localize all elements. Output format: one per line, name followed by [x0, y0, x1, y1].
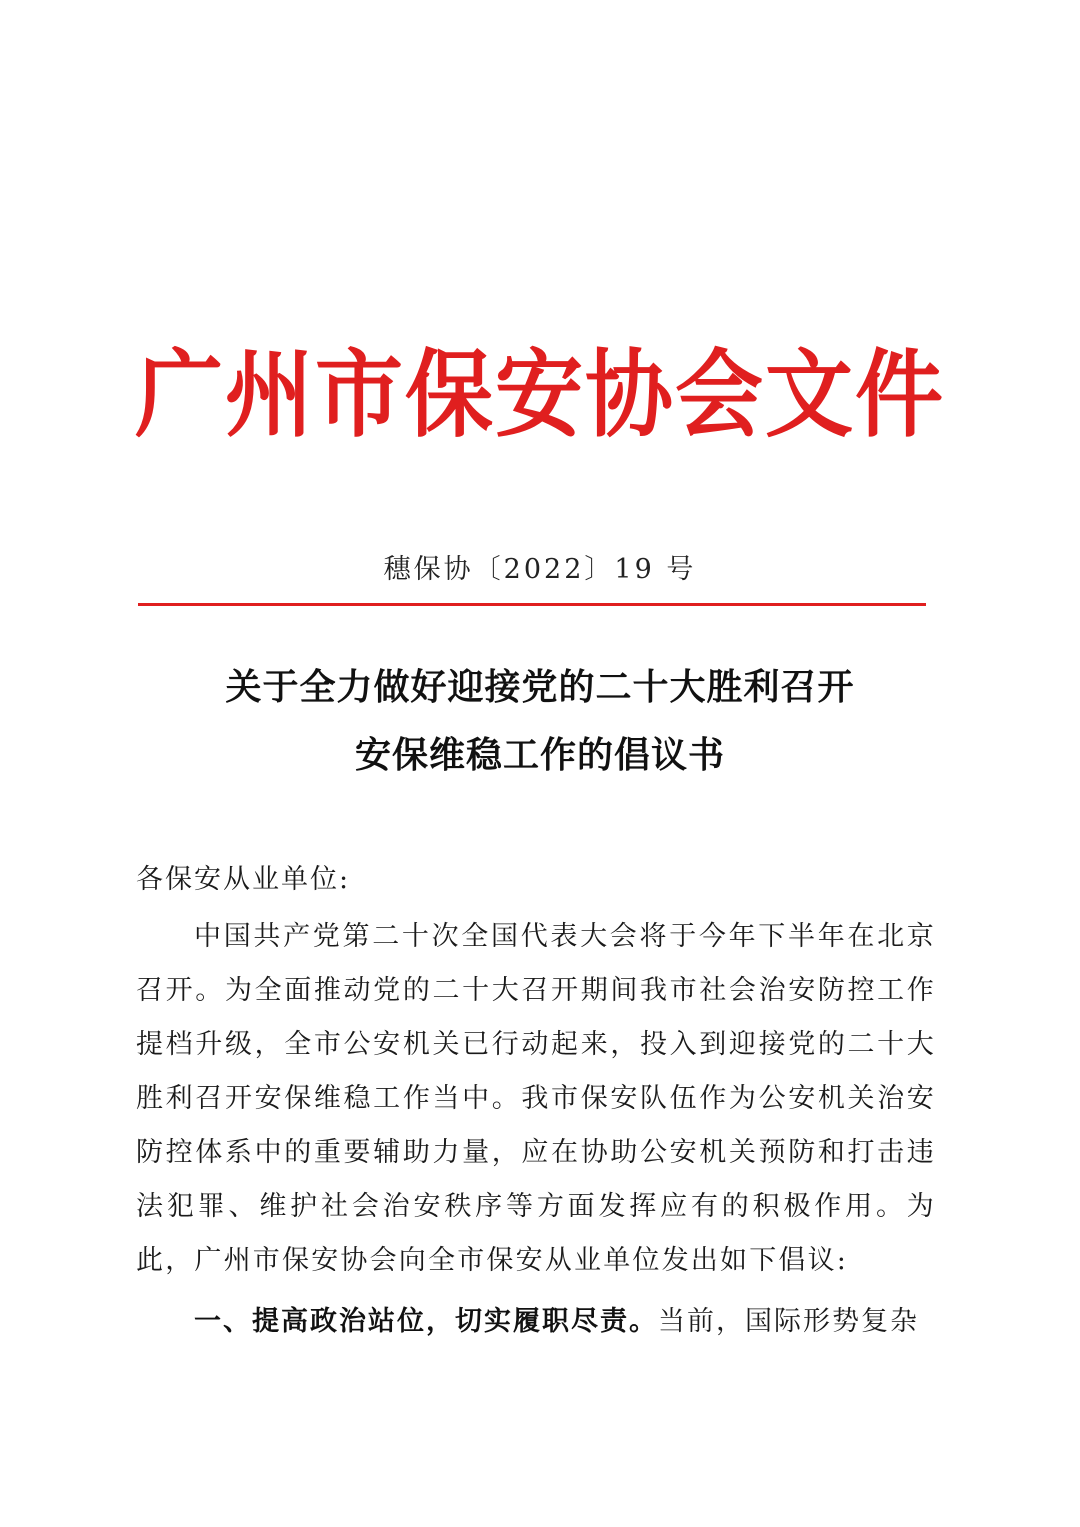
masthead-title: 广州市保安协会文件 [134, 338, 945, 451]
red-divider-line [138, 603, 926, 606]
document-number: 穗保协〔2022〕19 号 [383, 554, 697, 585]
proposal-point-1-heading: 一、提高政治站位，切实履职尽责。 [194, 1306, 658, 1337]
salutation: 各保安从业单位: [136, 864, 351, 895]
document-title-line-1: 关于全力做好迎接党的二十大胜利召开 [225, 666, 855, 708]
proposal-point-1 [136, 1295, 936, 1349]
proposal-point-1-text: 当前，国际形势复杂 [658, 1306, 919, 1337]
body-paragraph-1: 中国共产党第二十次全国代表大会将于今年下半年在北京召开。为全面推动党的二十大召开期间我市社会治安防控工作提档升级，全市公安机关已行动起来，投入到迎接党的二十大胜利召开安保维稳工作当中。我市保安队伍作为公安机关治安防控体系中的重要辅助力量，应在协助公安机关预防和打击违法犯罪、维护社会治安秩序等方面发挥应有的积极作用。为此，广州市保安协会向全市保安从业单位发出如下倡议: [136, 921, 936, 1276]
document-title-line-2: 安保维稳工作的倡议书 [354, 734, 725, 776]
